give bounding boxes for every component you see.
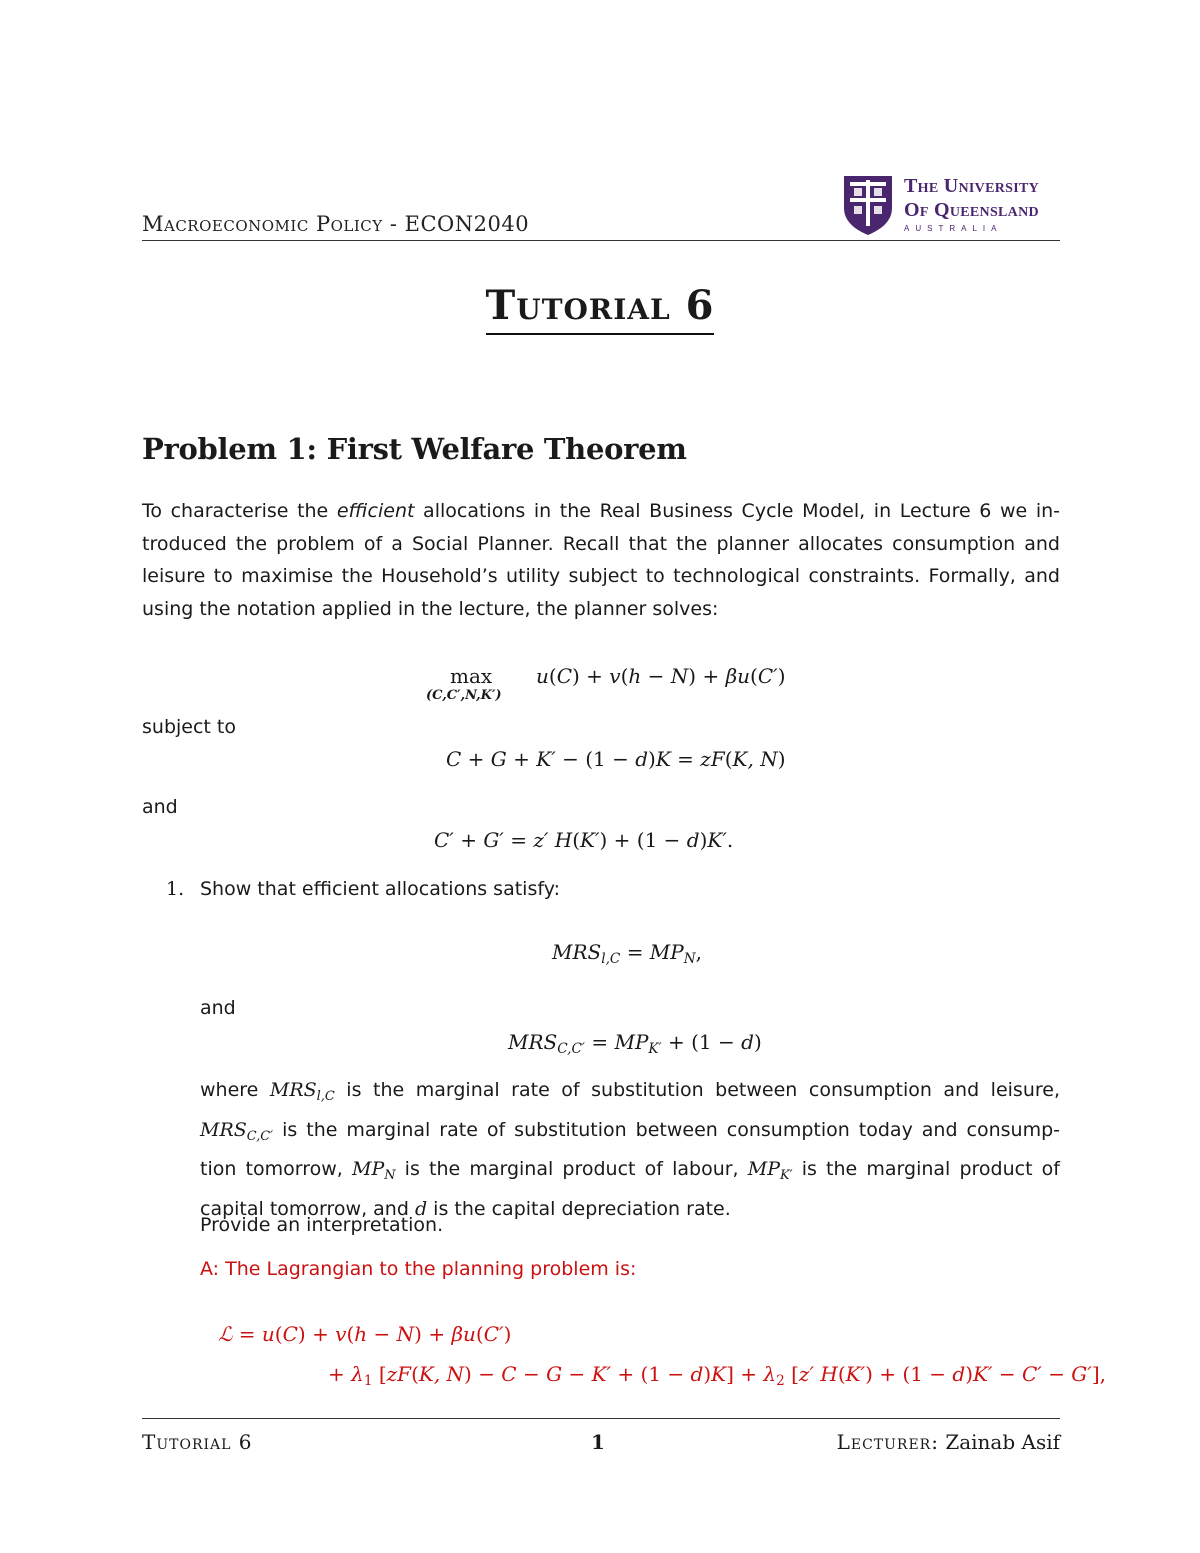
university-logo xyxy=(842,172,1060,236)
page-title xyxy=(0,282,1200,329)
constraint-1: C + G + K′ − (1 − d)K = zF(K, N) xyxy=(446,747,786,771)
efficiency-condition-1: $MRS_{l,C} = MP_N$, xyxy=(552,940,703,967)
problem-heading: Problem 1: First Welfare Theorem xyxy=(142,432,687,466)
footer-rule xyxy=(142,1418,1060,1419)
lagrangian-line-2: + $\lambda_1$ [zF(K, $N) - C - G - K' + (1 - d)K] + \lambda_2$ [z′ H(K′) + (1 − d)K′ − C′ − G′], xyxy=(328,1362,1106,1389)
page-header xyxy=(142,168,1060,243)
crest-icon xyxy=(842,172,894,236)
lagrangian-line-1: ℒ = u(C) + v(h − N) + βu(C′) xyxy=(218,1322,512,1346)
lecturer-name: Zainab Asif xyxy=(945,1430,1060,1454)
efficiency-condition-2: $MRS_{C,C'} = MP_{K'} + (1 - d)$ xyxy=(508,1030,762,1057)
objective-max: max xyxy=(450,664,493,688)
subject-to-label: subject to xyxy=(142,716,236,738)
item-1-number: 1. xyxy=(166,878,185,900)
constraint-2: C′ + G′ = z′ H(K′) + (1 − d)K′. xyxy=(434,828,734,852)
intro-paragraph xyxy=(142,495,1060,625)
page-title-text: Tutorial 6 xyxy=(486,282,715,335)
logo-line-2: Of Queensland xyxy=(904,199,1039,221)
and-label-2: and xyxy=(200,997,236,1019)
answer-intro: A: The Lagrangian to the planning problem is: xyxy=(200,1258,637,1280)
logo-line-3: AUSTRALIA xyxy=(904,224,1003,233)
logo-line-1: The University xyxy=(904,175,1040,197)
intro-text-2: allocations in the Real Business Cycle Model, in Lecture 6 we in-troduced the problem of a Social Planner. Recall that the planner allocates consumption and leisure to maximise the Household’s utility subject to technological constraints. Formally, and using the notation applied in the lecture, the planner solves: xyxy=(142,500,1060,620)
definitions-paragraph: where $MRS_{l,C}$ is the marginal rate of substitution between consumption and leisure, $MRS_{C,C'}$ is the marginal rate of substitution between consumption today and consump-tion tomorrow, $MP_N$ is the marginal product of labour, $MP_{K'}$ is the marginal product of capital tomorrow, and d is the capital depreciation rate. xyxy=(200,1079,1060,1220)
objective-max-subscript: (C,C′,N,K′) xyxy=(426,688,502,703)
logo-wordmark xyxy=(904,174,1039,236)
interpretation-prompt: Provide an interpretation. xyxy=(200,1214,444,1236)
objective-function: u(C) + v(h − N) + βu(C′) xyxy=(536,664,786,688)
item-1-text: Show that efficient allocations satisfy: xyxy=(200,878,560,900)
footer-lecturer xyxy=(837,1430,1060,1454)
intro-text-1: To characterise the xyxy=(142,500,337,522)
and-label-1: and xyxy=(142,796,178,818)
header-rule xyxy=(142,240,1060,241)
course-title: Macroeconomic Policy - ECON2040 xyxy=(142,212,530,236)
page-number: 1 xyxy=(591,1430,605,1454)
footer-tutorial: Tutorial 6 xyxy=(142,1430,253,1454)
lecturer-label: Lecturer: xyxy=(836,1430,939,1454)
intro-emphasis: efficient xyxy=(336,500,415,522)
